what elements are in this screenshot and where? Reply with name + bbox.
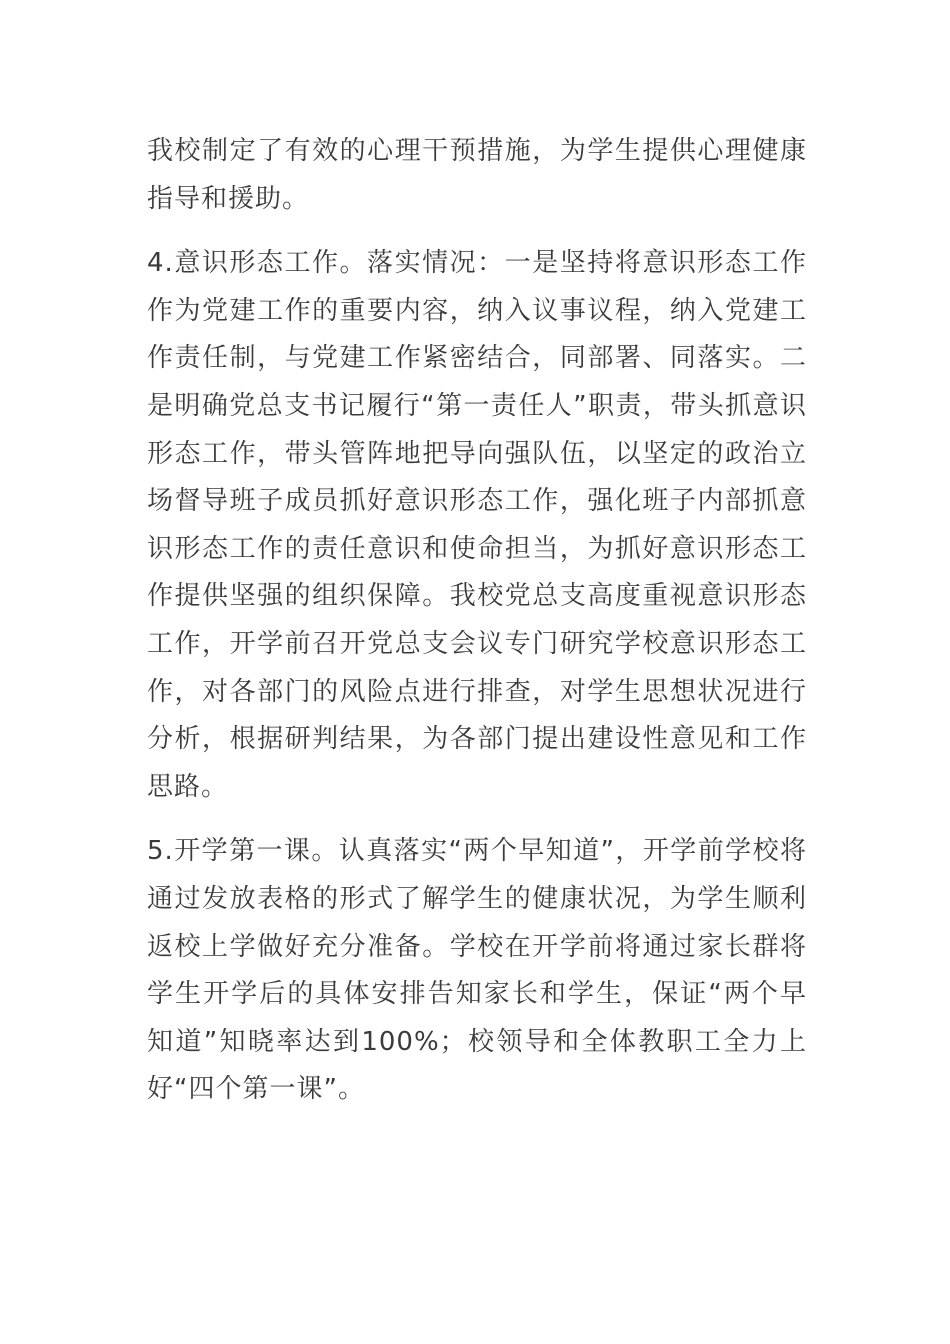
document-page xyxy=(147,128,807,1114)
paragraph-psychological-support: 我校制定了有效的心理干预措施，为学生提供心理健康指导和援助。 xyxy=(147,136,807,214)
paragraph-ideology-work: 4.意识形态工作。落实情况：一是坚持将意识形态工作作为党建工作的重要内容，纳入议事议程，纳入党建工作责任制，与党建工作紧密结合，同部署、同落实。二是明确党总支书记履行“第一责任人”职责，带头抓意识形态工作，带头管阵地把导向强队伍，以坚定的政治立场督导班子成员抓好意识形态工作，强化班子内部抓意识形态工作的责任意识和使命担当，为抓好意识形态工作提供坚强的组织保障。我校党总支高度重视意识形态工作，开学前召开党总支会议专门研究学校意识形态工作，对各部门的风险点进行排查，对学生思想状况进行分析，根据研判结果，为各部门提出建设性意见和工作思路。 xyxy=(147,248,807,802)
paragraph-first-lesson: 5.开学第一课。认真落实“两个早知道”，开学前学校将通过发放表格的形式了解学生的健康状况，为学生顺利返校上学做好充分准备。学校在开学前将通过家长群将学生开学后的具体安排告知家长和学生，保证“两个早知道”知晓率达到100%；校领导和全体教职工全力上好“四个第一课”。 xyxy=(147,836,807,1105)
